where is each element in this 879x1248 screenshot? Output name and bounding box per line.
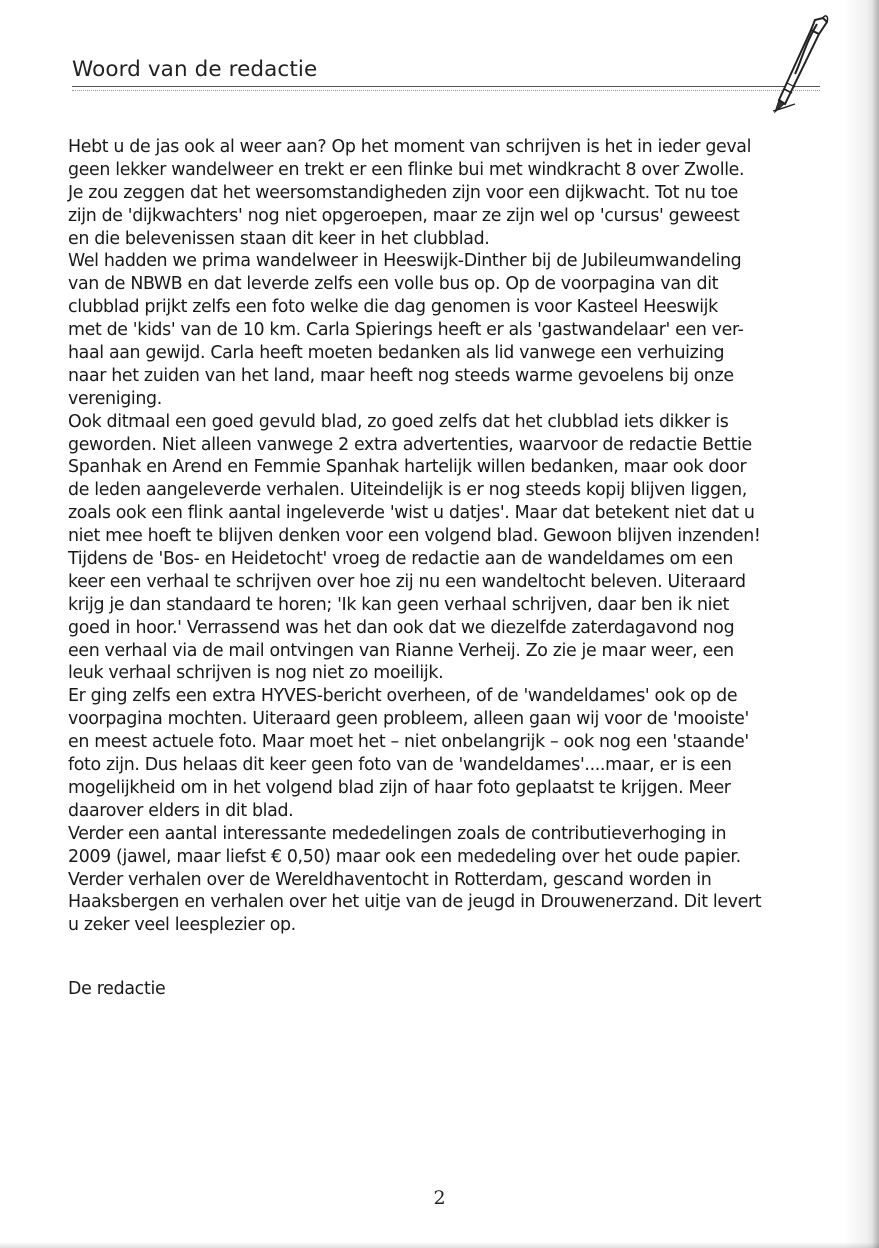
body-line: Tijdens de 'Bos- en Heidetocht' vroeg de redactie aan de wandeldames om een [68,549,733,570]
body-line: Je zou zeggen dat het weersomstandigheden zijn voor een dijkwacht. Tot nu toe [68,182,738,203]
body-line: vereniging. [68,388,162,409]
page-title: Woord van de redactie [72,57,318,82]
body-line: daarover elders in dit blad. [68,800,294,821]
signoff: De redactie [68,979,166,999]
header-rule [72,86,820,91]
body-line: Verder een aantal interessante mededelingen zoals de contributieverhoging in [68,823,727,844]
body-line: Spanhak en Arend en Femmie Spanhak hartelijk willen bedanken, maar ook door [68,457,747,478]
body-line: foto zijn. Dus helaas dit keer geen foto van de 'wandeldames'....maar, er is een [68,755,732,776]
body-line: van de NBWB en dat leverde zelfs een volle bus op. Op de voorpagina van dit [68,274,719,295]
body-line: zoals ook een flink aantal ingeleverde 'wist u datjes'. Maar dat betekent niet dat u [68,503,755,524]
body-line: Verder verhalen over de Wereldhaventocht in Rotterdam, gescand worden in [68,869,712,890]
body-line: mogelijkheid om in het volgend blad zijn of haar foto geplaatst te krijgen. Meer [68,777,731,798]
body-line: clubblad prijkt zelfs een foto welke die dag genomen is voor Kasteel Heeswijk [68,297,718,318]
body-line: Ook ditmaal een goed gevuld blad, zo goed zelfs dat het clubblad iets dikker is [68,411,729,432]
body-line: de leden aangeleverde verhalen. Uiteindelijk is er nog steeds kopij blijven liggen, [68,480,747,501]
body-line: en die belevenissen staan dit keer in het clubblad. [68,228,490,249]
body-line: zijn de 'dijkwachters' nog niet opgeroepen, maar ze zijn wel op 'cursus' geweest [68,205,740,226]
body-line: haal aan gewijd. Carla heeft moeten bedanken als lid vanwege een verhuizing [68,343,725,364]
body-line: Haaksbergen en verhalen over het uitje van de jeugd in Drouwenerzand. Dit levert [68,892,762,913]
body-line: goed in hoor.' Verrassend was het dan ook dat we diezelfde zaterdagavond nog [68,617,735,638]
body-line: naar het zuiden van het land, maar heeft nog steeds warme gevoelens bij onze [68,365,734,386]
pen-icon [765,14,831,114]
body-line: 2009 (jawel, maar liefst € 0,50) maar ook een mededeling over het oude papier. [68,846,741,867]
body-line: leuk verhaal schrijven is nog niet zo moeilijk. [68,663,444,684]
page-bottom-edge [0,1242,879,1248]
body-line: Er ging zelfs een extra HYVES-bericht overheen, of de 'wandeldames' ook op de [68,686,738,707]
body-line: voorpagina mochten. Uiteraard geen probleem, alleen gaan wij voor de 'mooiste' [68,709,749,730]
body-line: met de 'kids' van de 10 km. Carla Spierings heeft er als 'gastwandelaar' een ver- [68,320,744,341]
body-line: en meest actuele foto. Maar moet het – niet onbelangrijk – ook nog een 'staande' [68,732,749,753]
page-edge-shadow [872,0,879,1248]
body-line: een verhaal via de mail ontvingen van Rianne Verheij. Zo zie je maar weer, een [68,640,734,661]
body-line: Wel hadden we prima wandelweer in Heeswijk-Dinther bij de Jubileumwandeling [68,251,742,272]
body-line: krijg je dan standaard te horen; 'Ik kan geen verhaal schrijven, daar ben ik niet [68,594,729,615]
editorial-body [68,136,824,937]
page-number: 2 [433,1187,446,1209]
body-line: niet mee hoeft te blijven denken voor een volgend blad. Gewoon blijven inzenden! [68,526,761,547]
body-line: Hebt u de jas ook al weer aan? Op het moment van schrijven is het in ieder geval [68,137,752,157]
body-line: geen lekker wandelweer en trekt er een flinke bui met windkracht 8 over Zwolle. [68,159,745,180]
body-line: keer een verhaal te schrijven over hoe zij nu een wandeltocht beleven. Uiteraard [68,571,746,592]
body-line: u zeker veel leesplezier op. [68,915,296,936]
body-line: geworden. Niet alleen vanwege 2 extra advertenties, waarvoor de redactie Bettie [68,434,752,455]
